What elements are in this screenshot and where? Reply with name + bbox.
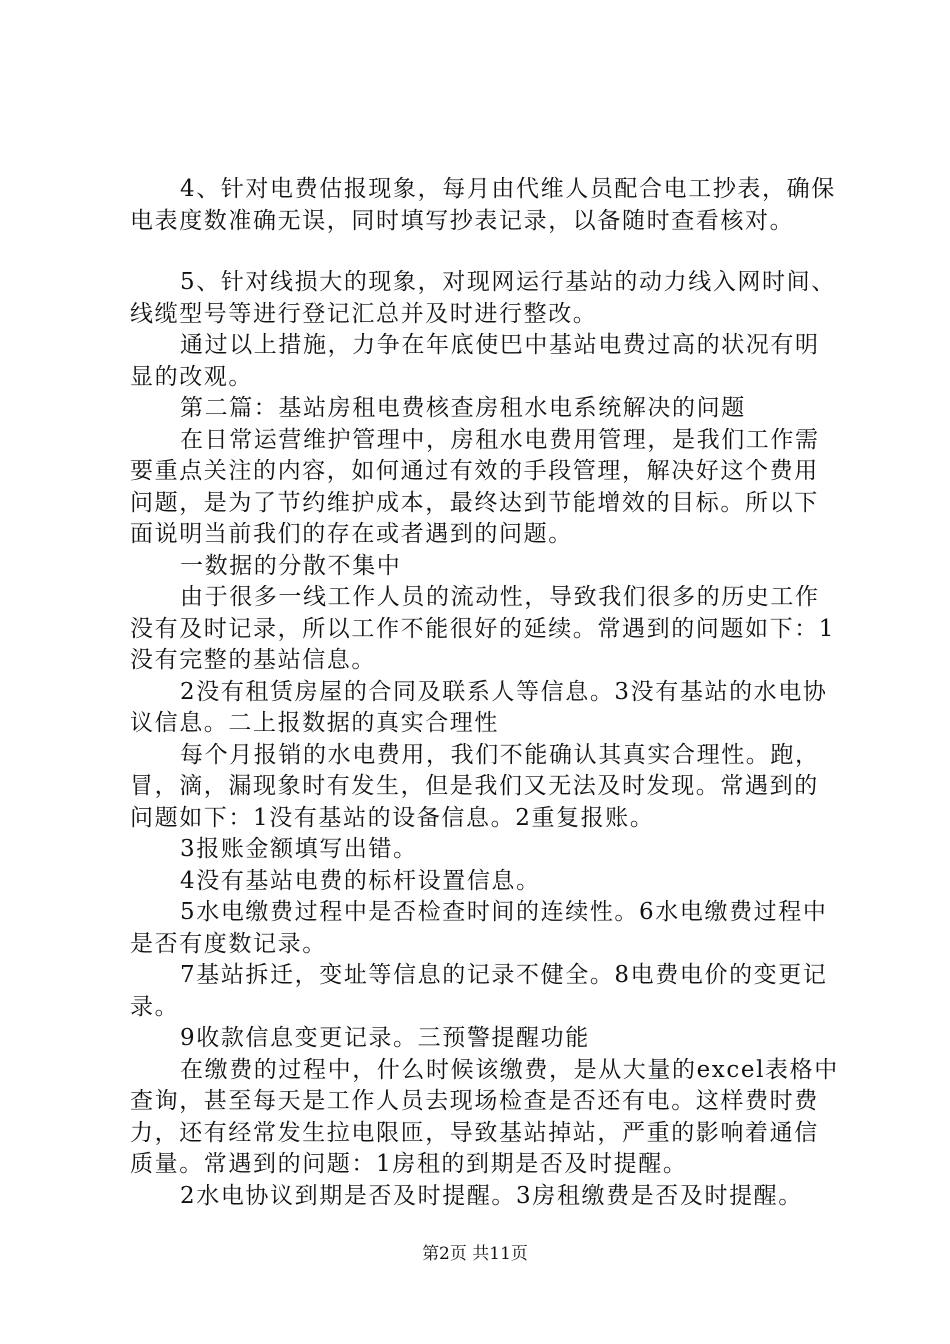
paragraph-staff-mobility: 由于很多一线工作人员的流动性，导致我们很多的历史工作没有及时记录，所以工作不能很好的延续。常遇到的问题如下：1没有完整的基站信息。 xyxy=(130,584,836,673)
list-item-9: 9收款信息变更记录。三预警提醒功能 xyxy=(180,1025,590,1051)
paragraph-reminders: 2水电协议到期是否及时提醒。3房租缴费是否及时提醒。 xyxy=(180,1182,803,1209)
page-number-footer: 第2页 共11页 xyxy=(422,1244,528,1264)
list-item-7-8: 7基站拆迁，变址等信息的记录不健全。8电费电价的变更记录。 xyxy=(130,962,828,1020)
paragraph-payment-process: 在缴费的过程中，什么时候该缴费，是从大量的excel表格中查询，甚至每天是工作人员去现场检查是否还有电。这样费时费力，还有经常发生拉电限匝，导致基站掉站，严重的影响着通信质量。常遇到的问题：1房租的到期是否及时提醒。 xyxy=(130,1056,839,1177)
paragraph-summary: 通过以上措施，力争在年底使巴中基站电费过高的状况有明显的改观。 xyxy=(130,332,820,390)
list-item-4: 4没有基站电费的标杆设置信息。 xyxy=(180,867,541,894)
paragraph-monthly-reimbursement: 每个月报销的水电费用，我们不能确认其真实合理性。跑，冒，滴，漏现象时有发生，但是我们又无法及时发现。常遇到的问题如下：1没有基站的设备信息。2重复报账。 xyxy=(130,741,820,831)
list-item-5-6: 5水电缴费过程中是否检查时间的连续性。6水电缴费过程中是否有度数记录。 xyxy=(130,899,828,957)
subheading-data-scattered: 一数据的分散不集中 xyxy=(180,552,402,579)
section-heading-part-two: 第二篇：基站房租电费核查房租水电系统解决的问题 xyxy=(180,395,746,421)
paragraph-intro: 在日常运营维护管理中，房租水电费用管理，是我们工作需要重点关注的内容，如何通过有效的手段管理，解决好这个费用问题，是为了节约维护成本，最终达到节能增效的目标。所以下面说明当前我们的存在或者遇到的问题。 xyxy=(130,426,820,547)
list-item-3: 3报账金额填写出错。 xyxy=(180,836,418,862)
paragraph-item-5: 5、针对线损大的现象，对现网运行基站的动力线入网时间、线缆型号等进行登记汇总并及时进行整改。 xyxy=(130,269,836,327)
paragraph-rental-info: 2没有租赁房屋的合同及联系人等信息。3没有基站的水电协议信息。二上报数据的真实合理性 xyxy=(130,678,828,736)
paragraph-item-4: 4、针对电费估报现象，每月由代维人员配合电工抄表，确保电表度数准确无误，同时填写抄表记录，以备随时查看核对。 xyxy=(130,176,836,234)
document-body xyxy=(130,174,842,1212)
